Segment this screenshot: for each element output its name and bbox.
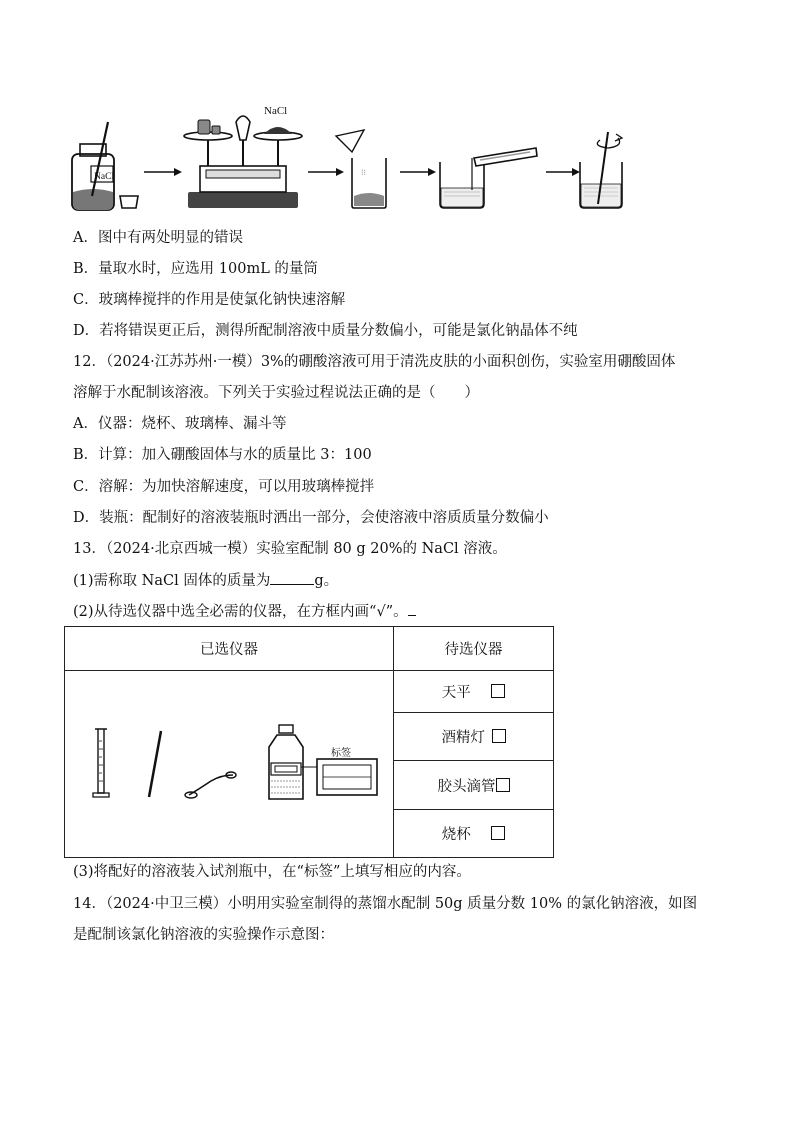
q13-part1-text: (1)需称取 NaCl 固体的质量为	[73, 573, 271, 589]
spoon-icon	[185, 772, 236, 798]
candidate-label: 酒精灯	[441, 730, 485, 747]
label-tag-icon	[317, 759, 377, 795]
arrow-icon	[144, 168, 182, 176]
svg-text:⁝⁝: ⁝⁝	[361, 168, 367, 177]
q13-part1	[73, 570, 338, 591]
candidate-label: 胶头滴管	[437, 778, 496, 795]
checkbox-beaker[interactable]	[491, 826, 505, 840]
candidate-alcohol-lamp	[394, 713, 554, 761]
arrow-icon	[400, 168, 436, 176]
q12-stem-line1: 12．（2024·江苏苏州·一模）3%的硼酸溶液可用于清洗皮肤的小面积创伤，实验室用硼酸固体	[73, 354, 676, 370]
q11-option-d: D．若将错误更正后，测得所配制溶液中质量分数偏小，可能是氯化钠晶体不纯	[73, 323, 578, 339]
selected-instruments-figure	[65, 671, 393, 857]
checkbox-alcohol-lamp[interactable]	[492, 729, 506, 743]
q13-part2	[73, 601, 416, 622]
candidate-label: 天平	[441, 685, 471, 702]
arrow-icon	[308, 168, 344, 176]
nacl-bottle-label: NaCl	[94, 172, 115, 182]
q12-option-b: B．计算：加入硼酸固体与水的质量比 3：100	[73, 447, 372, 463]
candidate-header: 待选仪器	[394, 627, 554, 671]
candidate-balance	[394, 671, 554, 713]
arrow-icon	[546, 168, 580, 176]
q11-option-a: A．图中有两处明显的错误	[73, 230, 243, 246]
q14-stem-line2: 是配制该氯化钠溶液的实验操作示意图：	[73, 927, 334, 943]
q11-experiment-figure	[60, 100, 650, 218]
q12-option-d: D．装瓶：配制好的溶液装瓶时洒出一部分，会使溶液中溶质质量分数偏小	[73, 510, 549, 526]
q11-option-c: C．玻璃棒搅拌的作用是使氯化钠快速溶解	[73, 292, 346, 308]
answer-blank[interactable]	[270, 570, 314, 585]
answer-blank[interactable]	[408, 601, 416, 616]
instrument-table	[64, 626, 554, 858]
beaker-pouring-icon	[336, 130, 386, 208]
q12-stem-line2: 溶解于水配制该溶液。下列关于实验过程说法正确的是（ ）	[73, 385, 479, 401]
glass-rod-icon	[149, 731, 161, 797]
beaker-stirring-icon	[580, 132, 622, 208]
q11-option-b: B．量取水时，应选用 100mL 的量筒	[73, 261, 318, 277]
reagent-bottle-icon	[72, 122, 114, 210]
q13-part3: (3)将配好的溶液装入试剂瓶中，在“标签”上填写相应的内容。	[73, 864, 471, 880]
candidate-dropper	[394, 761, 554, 809]
graduated-cylinder-icon	[93, 729, 109, 797]
candidate-label: 烧杯	[441, 826, 471, 843]
balance-icon	[184, 116, 302, 208]
selected-instruments-cell	[65, 671, 394, 858]
reagent-bottle-icon	[269, 725, 303, 799]
q13-stem: 13．（2024·北京西城一模）实验室配制 80 g 20%的 NaCl 溶液。	[73, 541, 507, 557]
beaker-water-icon	[440, 148, 537, 208]
q12-option-c: C．溶解：为加快溶解速度，可以用玻璃棒搅拌	[73, 479, 375, 495]
balance-nacl-label: NaCl	[264, 105, 288, 117]
label-tag-text: 标签	[331, 748, 351, 759]
checkbox-dropper[interactable]	[496, 778, 510, 792]
q13-part2-text: (2)从待选仪器中选全必需的仪器，在方框内画“√”。	[73, 604, 408, 620]
q13-part1-unit: g。	[314, 573, 339, 589]
q14-stem-line1: 14．（2024·中卫三模）小明用实验室制得的蒸馏水配制 50g 质量分数 10% 的氯化钠溶液，如图	[73, 896, 698, 912]
candidate-beaker	[394, 809, 554, 857]
q12-option-a: A．仪器：烧杯、玻璃棒、漏斗等	[73, 416, 287, 432]
checkbox-balance[interactable]	[491, 684, 505, 698]
selected-header: 已选仪器	[65, 627, 394, 671]
